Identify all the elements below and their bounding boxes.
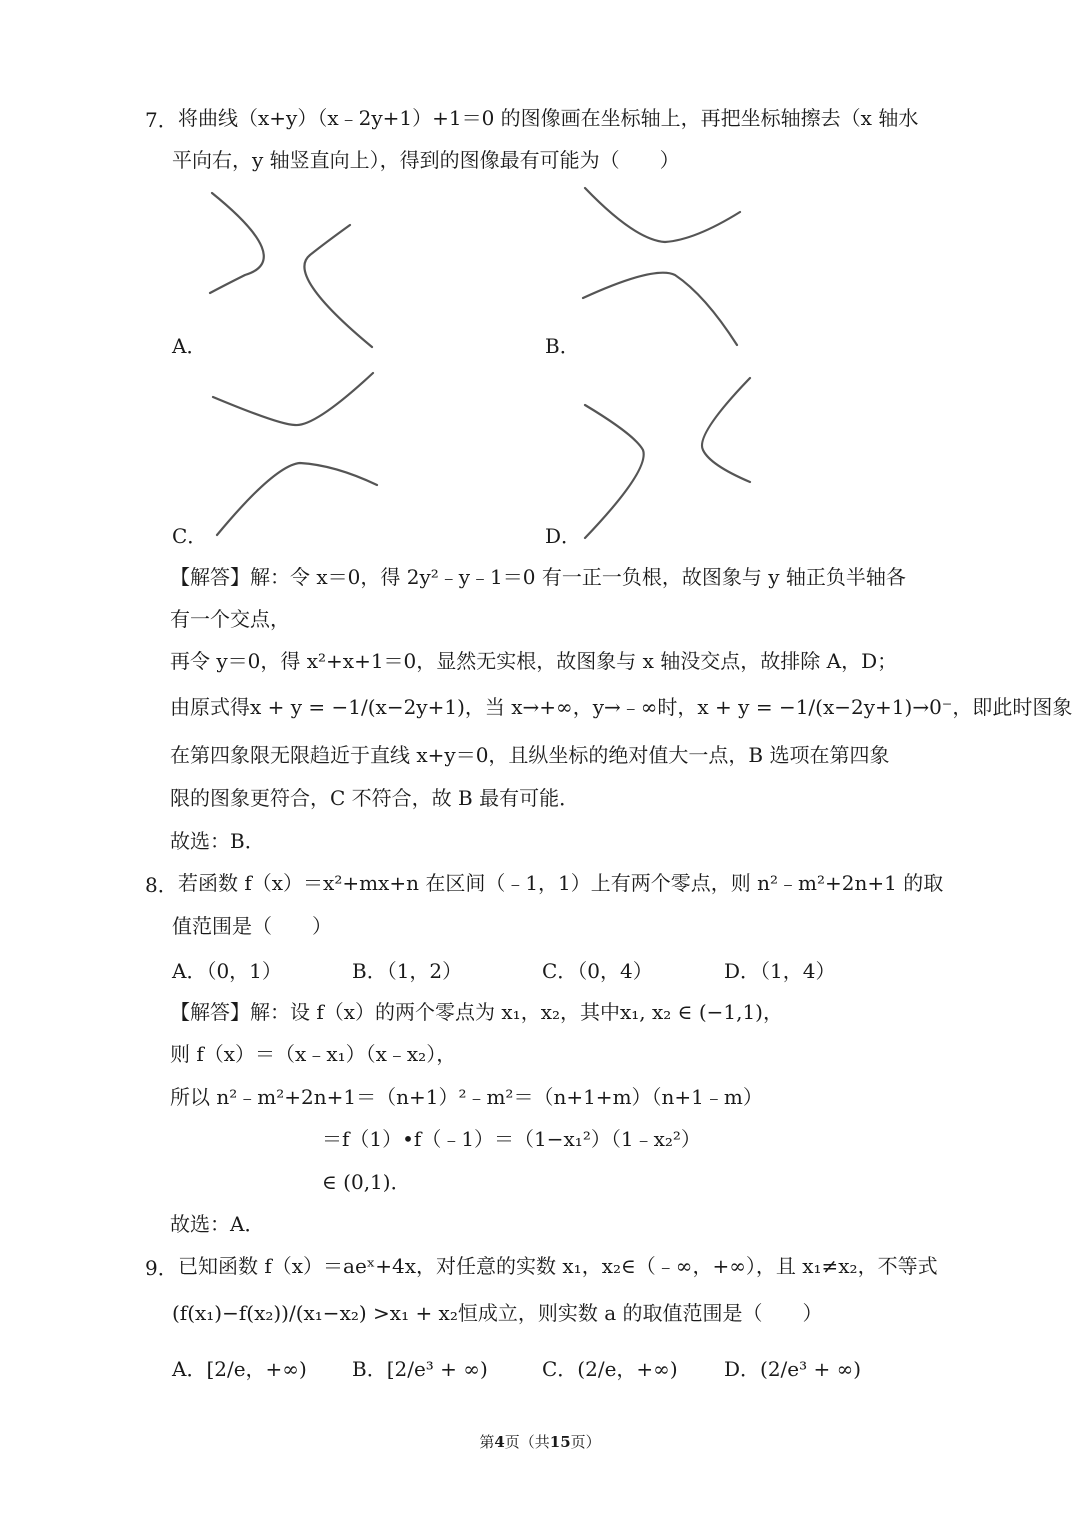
question-7-stem-line2: 平向右，y 轴竖直向上），得到的图像最有可能为（ ）	[172, 148, 680, 172]
footer-prefix: 第	[479, 1433, 495, 1451]
question-8-stem-line1: 若函数 f（x）＝x²+mx+n 在区间（﹣1，1）上有两个零点，则 n²﹣m²+2n+1 的取	[178, 871, 944, 895]
q7-solution-line: 再令 y＝0，得 x²+x+1＝0，显然无实根，故图象与 x 轴没交点，故排除 A，D；	[170, 649, 898, 673]
question-9-stem-line2: (f(x₁)−f(x₂))/(x₁−x₂) >x₁ + x₂恒成立，则实数 a 的取值范围是（ ）	[172, 1301, 823, 1325]
q7-solution-line: 【解答】解：令 x＝0，得 2y²﹣y﹣1＝0 有一正一负根，故图象与 y 轴正负半轴各	[170, 565, 906, 589]
q7-solution-line: 由原式得x + y = −1/(x−2y+1)，当 x→+∞，y→﹣∞时，x + y = −1/(x−2y+1)→0⁻，即此时图象	[170, 695, 1073, 719]
q7-solution-line: 有一个交点，	[170, 607, 290, 631]
q9-option-a: A．[2/e，+∞)	[172, 1357, 307, 1381]
q8-solution-line: ∈ (0,1)．	[322, 1170, 411, 1194]
footer-suffix: 页）	[570, 1433, 601, 1451]
q8-option-d: D．（1，4）	[724, 959, 836, 983]
option-a-label: A．	[172, 334, 207, 358]
option-c-label: C．	[172, 524, 208, 548]
q8-solution-line: 【解答】解：设 f（x）的两个零点为 x₁，x₂，其中x₁, x₂ ∈ (−1,1)，	[170, 1000, 783, 1024]
option-a-graph	[200, 185, 390, 355]
footer-middle: 页（共	[504, 1433, 550, 1451]
option-d-label: D．	[545, 524, 582, 548]
footer-page-number: 4	[494, 1433, 505, 1451]
option-d-graph	[575, 370, 760, 545]
q8-solution-line: 故选：A．	[170, 1212, 265, 1236]
q8-option-a: A．（0，1）	[172, 959, 282, 983]
q8-solution-line: 所以 n²﹣m²+2n+1＝（n+1）²﹣m²＝（n+1+m）（n+1﹣m）	[170, 1085, 763, 1109]
q9-option-c: C．(2/e，+∞)	[542, 1357, 678, 1381]
q8-solution-line: ＝f（1）•f（﹣1）＝（1−x₁²）（1﹣x₂²）	[322, 1127, 701, 1151]
q9-option-d: D．(2/e³ + ∞)	[724, 1357, 862, 1381]
q7-solution-line: 故选：B．	[170, 829, 265, 853]
q8-solution-line: 则 f（x）＝（x﹣x₁）（x﹣x₂），	[170, 1042, 457, 1066]
option-c-graph	[205, 365, 385, 545]
q8-option-b: B．（1，2）	[352, 959, 463, 983]
q7-solution-line: 在第四象限无限趋近于直线 x+y＝0，且纵坐标的绝对值大一点，B 选项在第四象	[170, 743, 890, 767]
question-7-stem-line1: 将曲线（x+y）（x﹣2y+1）+1＝0 的图像画在坐标轴上，再把坐标轴擦去（x 轴水	[178, 106, 919, 130]
option-b-label: B．	[545, 334, 580, 358]
question-7-number: 7．	[145, 108, 178, 132]
question-9-stem-line1: 已知函数 f（x）＝aeˣ+4x，对任意的实数 x₁，x₂∈（﹣∞，+∞），且 x₁≠x₂，不等式	[178, 1254, 938, 1278]
q8-option-c: C．（0，4）	[542, 959, 653, 983]
question-8-stem-line2: 值范围是（ ）	[172, 914, 332, 938]
page-footer	[0, 1431, 1080, 1452]
q9-option-b: B．[2/e³ + ∞)	[352, 1357, 488, 1381]
option-b-graph	[575, 180, 750, 355]
q7-solution-line: 限的图象更符合，C 不符合，故 B 最有可能．	[170, 786, 580, 810]
question-9-number: 9．	[145, 1256, 178, 1280]
question-8-number: 8．	[145, 873, 178, 897]
footer-total-pages: 15	[549, 1433, 571, 1451]
